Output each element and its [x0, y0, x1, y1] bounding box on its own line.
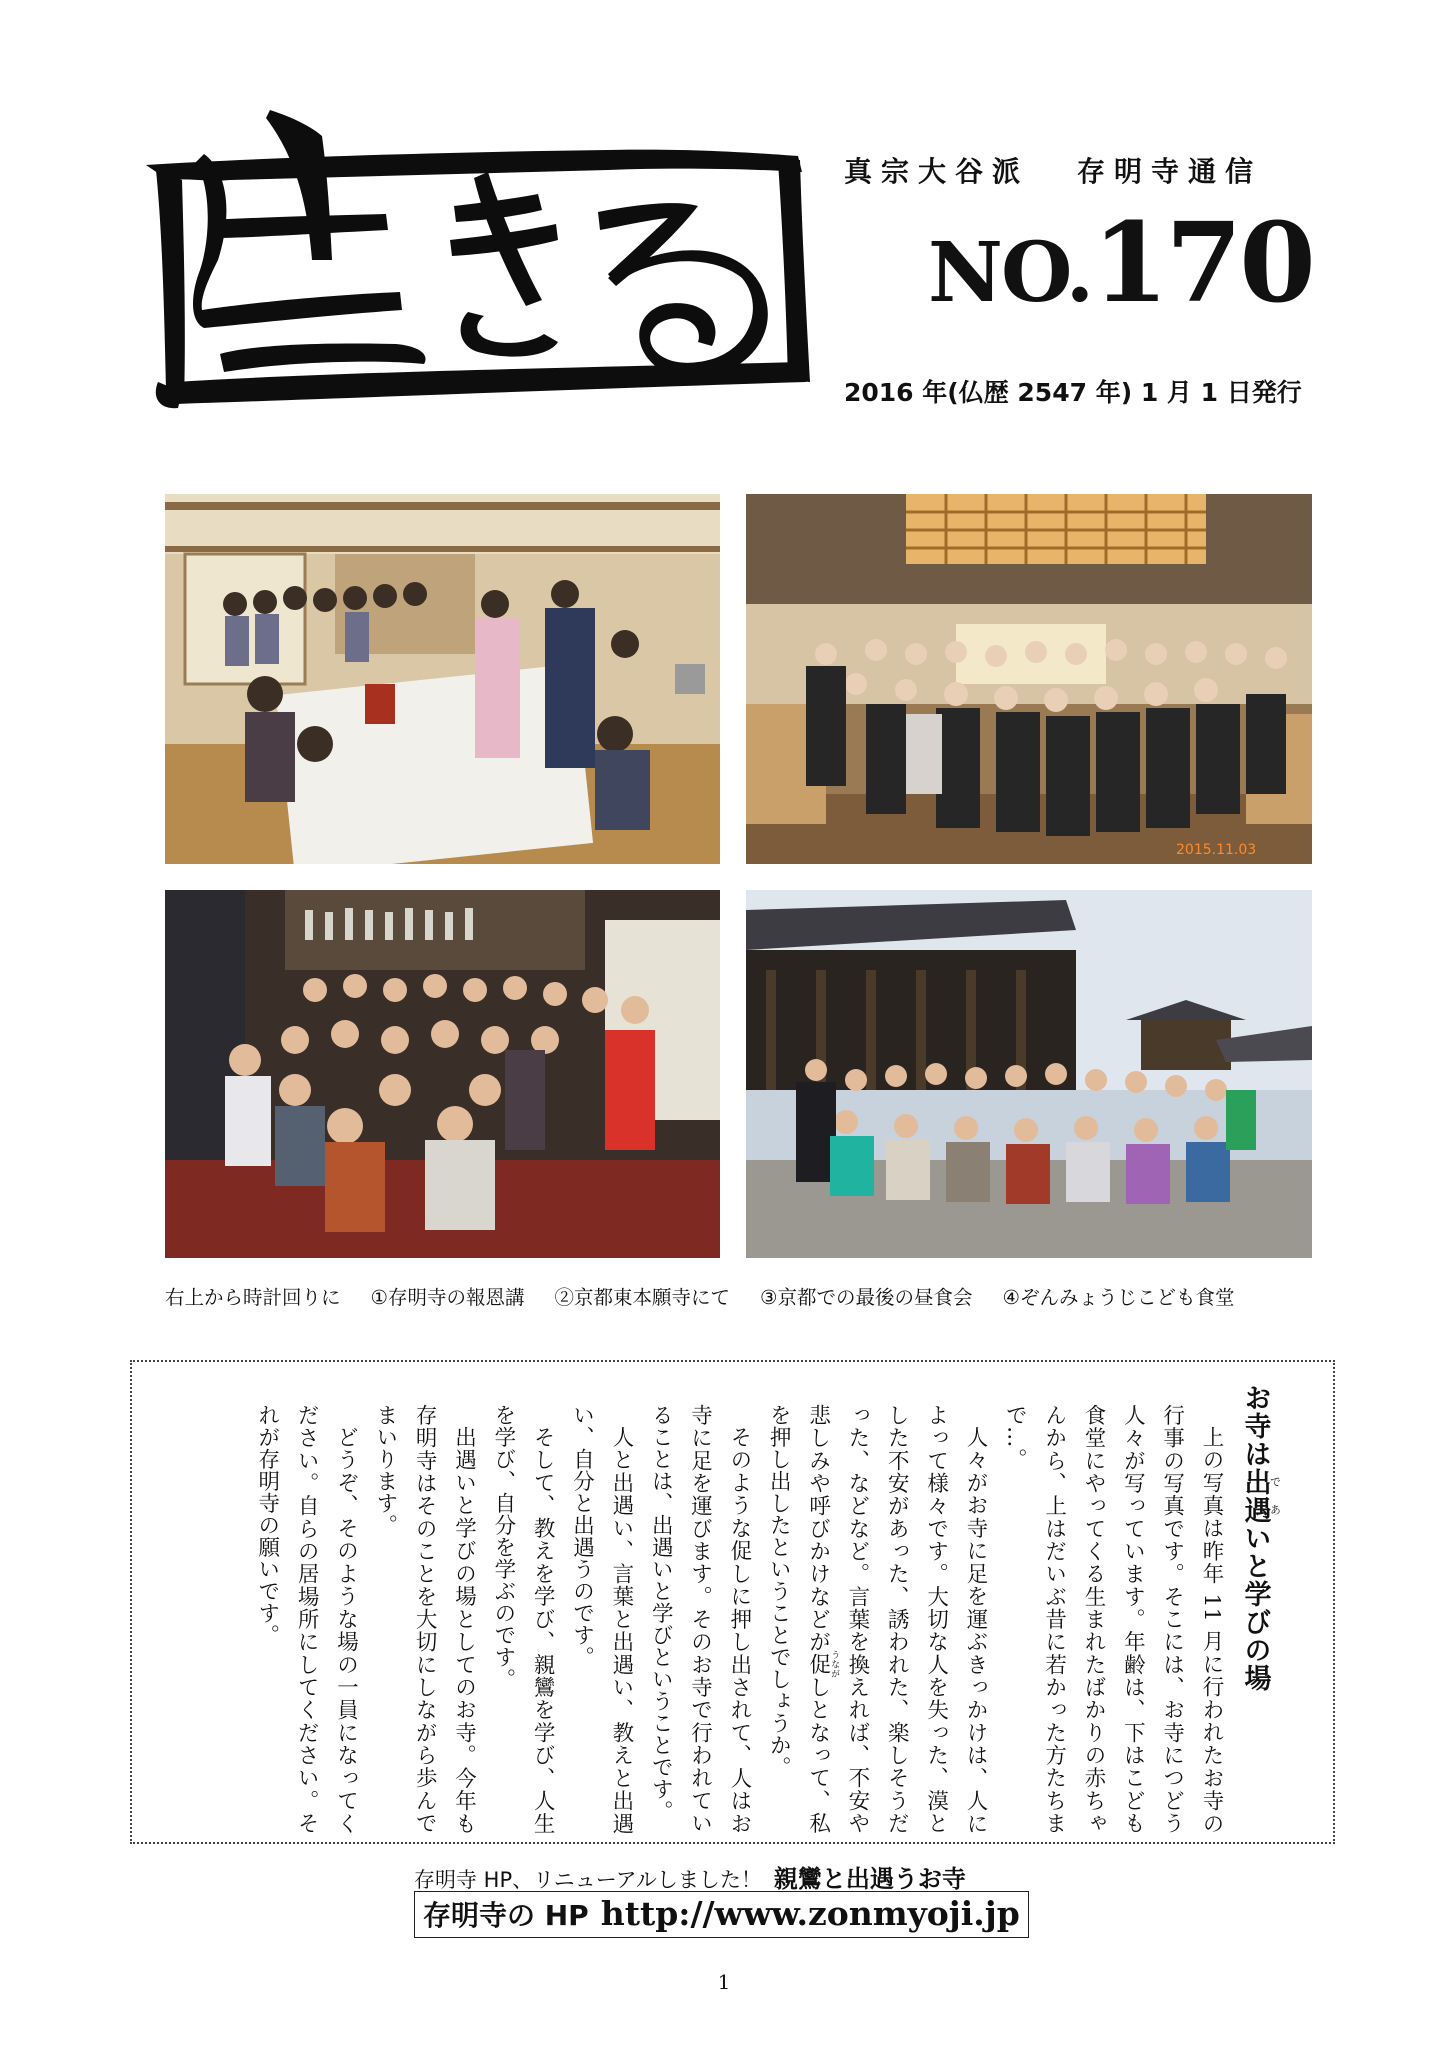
renewal-notice: [414, 1859, 966, 1894]
ruby-reading: うなが: [829, 1650, 840, 1679]
publication-date: 2016 年(仏歴 2547 年) 1 月 1 日発行: [844, 378, 1302, 407]
sect-name: 真宗大谷派: [844, 155, 1030, 188]
photo-caption: [165, 1282, 1315, 1310]
article-paragraph: そのような促しに押し出されて、人はお寺に足を運びます。そのお寺で行われていることは、出遇いと学びということです。: [648, 1404, 752, 1834]
calligraphy-logo-image: [138, 110, 818, 415]
photo-date-stamp: 2015.11.03: [1176, 842, 1257, 858]
homepage-box: [414, 1891, 1029, 1938]
article-title: [1238, 1384, 1281, 1692]
article-paragraph: 上の写真は昨年 11 月に行われたお寺の行事の写真です。そこには、お寺につどう人々が写っています。年齢は、下はこども食堂にやってくる生まれたばかりの赤ちゃんから、上はだいぶ昔に若かった方たちまで…。: [1002, 1404, 1224, 1834]
issue-number-block: [928, 198, 1313, 327]
article-box: [130, 1360, 1335, 1844]
article-paragraph: [759, 1404, 995, 1834]
homepage-url-link[interactable]: http://www.zonmyoji.jp: [600, 1894, 1020, 1933]
article-paragraph: そして、教えを学び、親鸞を学び、人生を学び、自分を学ぶのです。: [490, 1404, 556, 1834]
title-ruby-base: 出遇: [1239, 1468, 1271, 1524]
article-paragraph: 出遇いと学びの場としてのお寺。今年も存明寺はそのことを大切にしながら歩んでまいります。: [372, 1404, 477, 1834]
tagline: 親鸞と出遇うお寺: [773, 1865, 966, 1893]
title-ruby: [1239, 1468, 1282, 1524]
title-ruby-reading: であ: [1268, 1468, 1282, 1524]
paragraph-text: しとなって、私を押し出したということでしょうか。: [766, 1404, 831, 1835]
page-number: 1: [717, 1970, 731, 1994]
title-part: いと学びの場: [1239, 1524, 1271, 1692]
paragraph-ruby: [805, 1650, 840, 1679]
paragraph-text: 人々がお寺に足を運ぶきっかけは、人によって様々です。大切な人を失った、漠とした不安があった、誘われた、楽しそうだった、などなど。言葉を換えれば、不安や悲しみや呼びかけなどが: [805, 1404, 988, 1834]
article-paragraph: どうぞ、そのような場の一員になってください。自らの居場所にしてください。それが存明寺の願いです。: [254, 1404, 359, 1834]
article-body: [247, 1404, 1231, 1834]
photo-kyoto-lunch: [165, 890, 720, 1258]
photo-higashi-honganji: [746, 890, 1312, 1258]
homepage-label: 存明寺の HP: [423, 1899, 589, 1932]
newsletter-name: 存明寺通信: [1077, 155, 1263, 188]
photo-kodomo-shokudo: [165, 494, 720, 864]
caption-item: ①存明寺の報恩講: [370, 1286, 525, 1309]
issue-prefix: NO.: [928, 225, 1093, 321]
caption-lead: 右上から時計回りに: [165, 1286, 341, 1309]
article-paragraph: 人と出遇い、言葉と出遇い、教えと出遇い、自分と出遇うのです。: [569, 1404, 634, 1834]
caption-item: ②京都東本願寺にて: [554, 1286, 731, 1309]
caption-item: ④ぞんみょうじこども食堂: [1002, 1286, 1235, 1309]
caption-item: ③京都での最後の昼食会: [760, 1286, 973, 1309]
masthead-subtitle: [844, 150, 1262, 190]
ruby-base: 促: [805, 1650, 831, 1679]
renewal-text: 存明寺 HP、リニューアルしました！: [414, 1868, 762, 1892]
title-part: お寺は: [1239, 1384, 1271, 1468]
issue-number: 170: [1092, 198, 1313, 327]
newsletter-logo: [138, 110, 818, 415]
photo-hoonko: [746, 494, 1312, 864]
